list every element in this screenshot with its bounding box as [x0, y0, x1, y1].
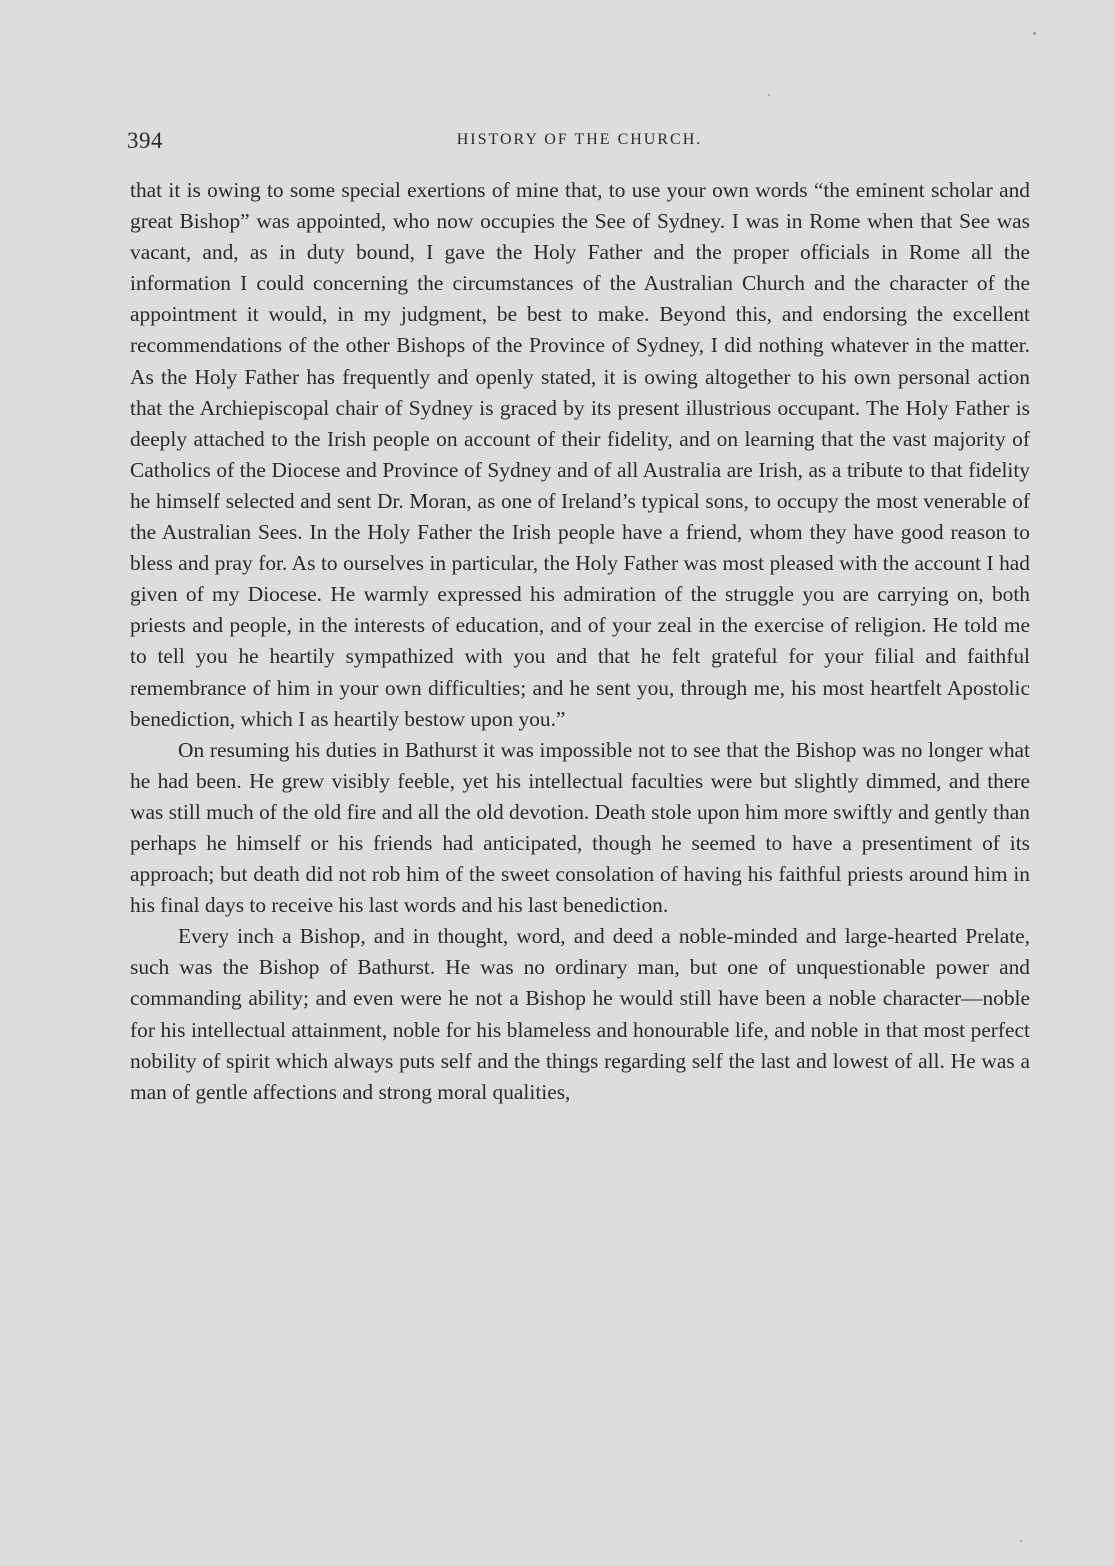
- paper-speck: [1033, 32, 1036, 35]
- paragraph-final-days: On resuming his duties in Bathurst it was impossible not to see that the Bishop was no longer what he had been. He grew visibly feeble, yet his intellectual faculties were but slightly dimmed, and there was still much of the old fire and all the old devotion. Death stole upon him more swiftly and gently than perhaps he himself or his friends had anticipated, though he seemed to have a presentiment of its approach; but death did not rob him of the sweet consolation of having his faithful priests around him in his final days to receive his last words and his last benediction.: [130, 737, 1030, 918]
- paper-speck: [768, 94, 770, 96]
- paragraph-character: Every inch a Bishop, and in thought, word, and deed a noble-minded and large-hearted Prelate, such was the Bishop of Bathurst. He was no ordinary man, but one of unquestionable power and commanding ability; and even were he not a Bishop he would still have been a noble character—noble for his intellectual attainment, noble for his blameless and honourable life, and noble in that most perfect nobility of spirit which always puts self and the things regarding self the last and lowest of all. He was a man of gentle affections and strong moral qualities,: [130, 924, 1030, 1104]
- page-number: 394: [127, 128, 163, 153]
- paper-speck: [1020, 1540, 1022, 1542]
- body-text: [130, 175, 1030, 1108]
- running-head: [127, 128, 1032, 158]
- paragraph-letter-continuation: that it is owing to some special exertions of mine that, to use your own words “the eminent scholar and great Bishop” was appointed, who now occupies the See of Sydney. I was in Rome when that See was vacant, and, as in duty bound, I gave the Holy Father and the proper officials in Rome all the information I could concerning the circumstances of the Australian Church and the character of the appointment it would, in my judgment, be best to make. Beyond this, and endorsing the excellent recommendations of the other Bishops of the Province of Sydney, I did nothing whatever in the matter. As the Holy Father has frequently and openly stated, it is owing altogether to his own personal action that the Archiepiscopal chair of Sydney is graced by its present illustrious occupant. The Holy Father is deeply attached to the Irish people on account of their fidelity, and on learning that the vast majority of Catholics of the Diocese and Province of Sydney and of all Australia are Irish, as a tribute to that fidelity he himself selected and sent Dr. Moran, as one of Ireland’s typical sons, to occupy the most venerable of the Australian Sees. In the Holy Father the Irish people have a friend, whom they have good reason to bless and pray for. As to ourselves in particular, the Holy Father was most pleased with the account I had given of my Diocese. He warmly expressed his admiration of the struggle you are carrying on, both priests and people, in the interests of education, and of your zeal in the exercise of religion. He told me to tell you he heartily sympathized with you and that he felt grateful for your filial and faithful remembrance of him in your own difficulties; and he sent you, through me, his most heartfelt Apostolic benediction, which I as heartily bestow upon you.”: [130, 178, 1030, 731]
- running-title: HISTORY OF THE CHURCH.: [456, 131, 703, 148]
